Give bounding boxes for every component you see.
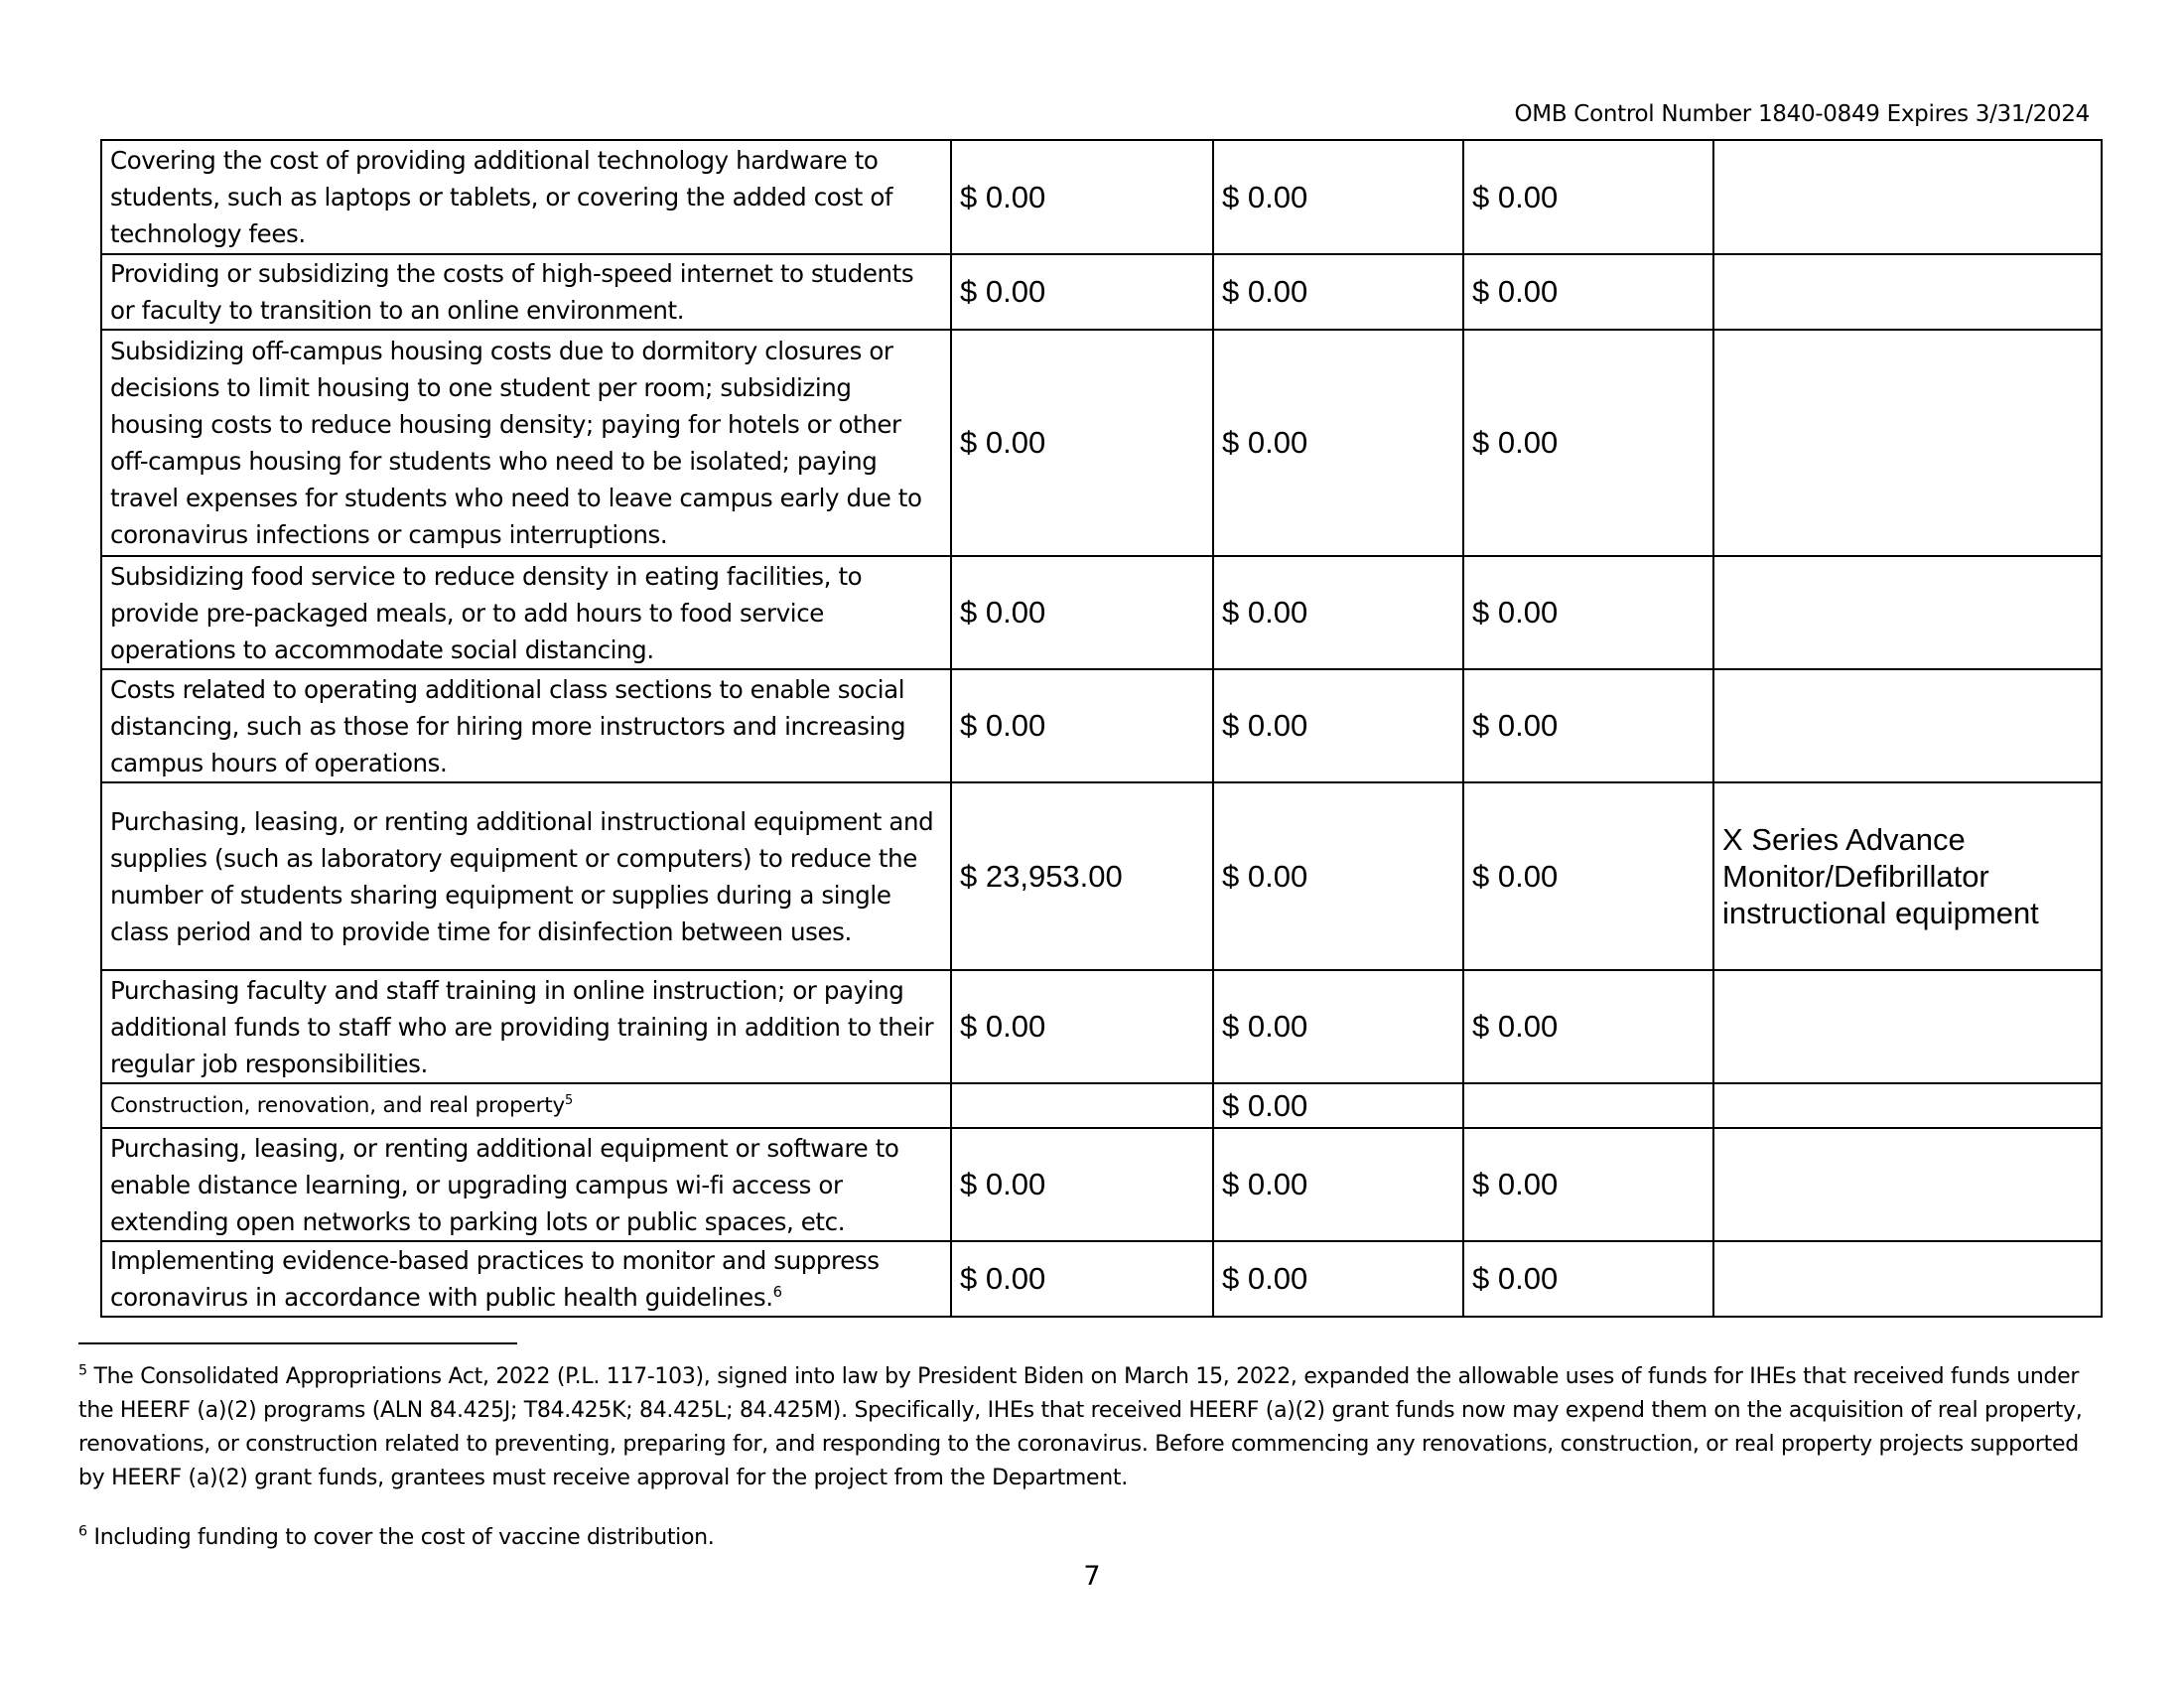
footnote-5 [78,1360,2084,1495]
amount-cell: $ 0.00 [951,970,1213,1083]
row-description: Costs related to operating additional class sections to enable social distancing, such as those for hiring more instructors and increasing campus hours of operations. [101,669,951,782]
amount-cell: $ 0.00 [1463,1241,1713,1317]
table-row [101,782,2102,970]
amount-cell: $ 0.00 [1213,1083,1463,1128]
amount-cell [1463,1083,1713,1128]
table-row [101,1241,2102,1317]
table-row [101,556,2102,669]
row-description [101,1083,951,1128]
table-row [101,254,2102,330]
amount-cell: $ 23,953.00 [951,782,1213,970]
amount-cell: $ 0.00 [1463,330,1713,556]
page-number: 7 [1083,1561,1101,1592]
footnote-separator [78,1342,517,1344]
amount-cell: $ 0.00 [1213,1241,1463,1317]
amount-cell: $ 0.00 [1463,556,1713,669]
amount-cell: $ 0.00 [951,140,1213,254]
explanation-cell [1713,1128,2102,1241]
amount-cell: $ 0.00 [1463,669,1713,782]
row-description: Subsidizing food service to reduce density in eating facilities, to provide pre-packaged meals, or to add hours to food service operations to accommodate social distancing. [101,556,951,669]
amount-cell: $ 0.00 [1463,782,1713,970]
explanation-cell [1713,669,2102,782]
row-description-text: Implementing evidence-based practices to monitor and suppress coronavirus in accordance with public health guidelines. [110,1246,880,1312]
row-description: Purchasing, leasing, or renting additional instructional equipment and supplies (such as laboratory equipment or computers) to reduce the number of students sharing equipment or supplies during a single class period and to provide time for disinfection between uses. [101,782,951,970]
row-description [101,1241,951,1317]
omb-control-number: OMB Control Number 1840-0849 Expires 3/31/2024 [1514,101,2090,127]
footnote-mark: 5 [78,1362,87,1379]
expenditure-table [100,139,2103,1318]
explanation-cell: X Series Advance Monitor/Defibrillator instructional equipment [1713,782,2102,970]
amount-cell: $ 0.00 [1213,1128,1463,1241]
explanation-cell [1713,1241,2102,1317]
amount-cell: $ 0.00 [1213,970,1463,1083]
footnote-ref: 6 [772,1283,782,1301]
explanation-cell [1713,1083,2102,1128]
amount-cell: $ 0.00 [1463,970,1713,1083]
amount-cell: $ 0.00 [951,669,1213,782]
row-description: Subsidizing off-campus housing costs due to dormitory closures or decisions to limit housing to one student per room; subsidizing housing costs to reduce housing density; paying for hotels or other off-campus housing for students who need to be isolated; paying travel expenses for students who need to leave campus early due to coronavirus infections or campus interruptions. [101,330,951,556]
table-row [101,330,2102,556]
footnote-6 [78,1521,2084,1555]
explanation-cell [1713,330,2102,556]
explanation-cell [1713,970,2102,1083]
amount-cell: $ 0.00 [1213,669,1463,782]
amount-cell: $ 0.00 [1213,782,1463,970]
explanation-cell [1713,556,2102,669]
row-description: Purchasing, leasing, or renting additional equipment or software to enable distance learning, or upgrading campus wi-fi access or extending open networks to parking lots or public spaces, etc. [101,1128,951,1241]
amount-cell: $ 0.00 [1463,140,1713,254]
explanation-cell [1713,254,2102,330]
table-row [101,970,2102,1083]
amount-cell: $ 0.00 [1213,556,1463,669]
row-description: Providing or subsidizing the costs of high-speed internet to students or faculty to transition to an online environment. [101,254,951,330]
table-row [101,1083,2102,1128]
amount-cell: $ 0.00 [1213,140,1463,254]
amount-cell: $ 0.00 [1213,254,1463,330]
row-description-text: Construction, renovation, and real property [110,1093,565,1118]
amount-cell [951,1083,1213,1128]
amount-cell: $ 0.00 [951,1128,1213,1241]
amount-cell: $ 0.00 [1213,330,1463,556]
amount-cell: $ 0.00 [1463,254,1713,330]
explanation-cell [1713,140,2102,254]
footnote-ref: 5 [565,1092,574,1108]
row-description: Covering the cost of providing additional technology hardware to students, such as laptops or tablets, or covering the added cost of technology fees. [101,140,951,254]
footnote-text: Including funding to cover the cost of vaccine distribution. [93,1525,715,1550]
footnote-mark: 6 [78,1523,87,1540]
table-row [101,669,2102,782]
footnote-text: The Consolidated Appropriations Act, 2022 (P.L. 117-103), signed into law by President Biden on March 15, 2022, expanded the allowable uses of funds for IHEs that received funds under the HEERF (a)(2) programs (ALN 84.425J; T84.425K; 84.425L; 84.425M). Specifically, IHEs that received HEERF (a)(2) grant funds now may expend them on the acquisition of real property, renovations, or construction related to preventing, preparing for, and responding to the coronavirus. Before commencing any renovations, construction, or real property projects supported by HEERF (a)(2) grant funds, grantees must receive approval for the project from the Department. [78,1364,2083,1490]
amount-cell: $ 0.00 [951,1241,1213,1317]
amount-cell: $ 0.00 [951,330,1213,556]
row-description: Purchasing faculty and staff training in online instruction; or paying additional funds to staff who are providing training in addition to their regular job responsibilities. [101,970,951,1083]
table-row [101,1128,2102,1241]
amount-cell: $ 0.00 [951,556,1213,669]
amount-cell: $ 0.00 [1463,1128,1713,1241]
amount-cell: $ 0.00 [951,254,1213,330]
table-row [101,140,2102,254]
